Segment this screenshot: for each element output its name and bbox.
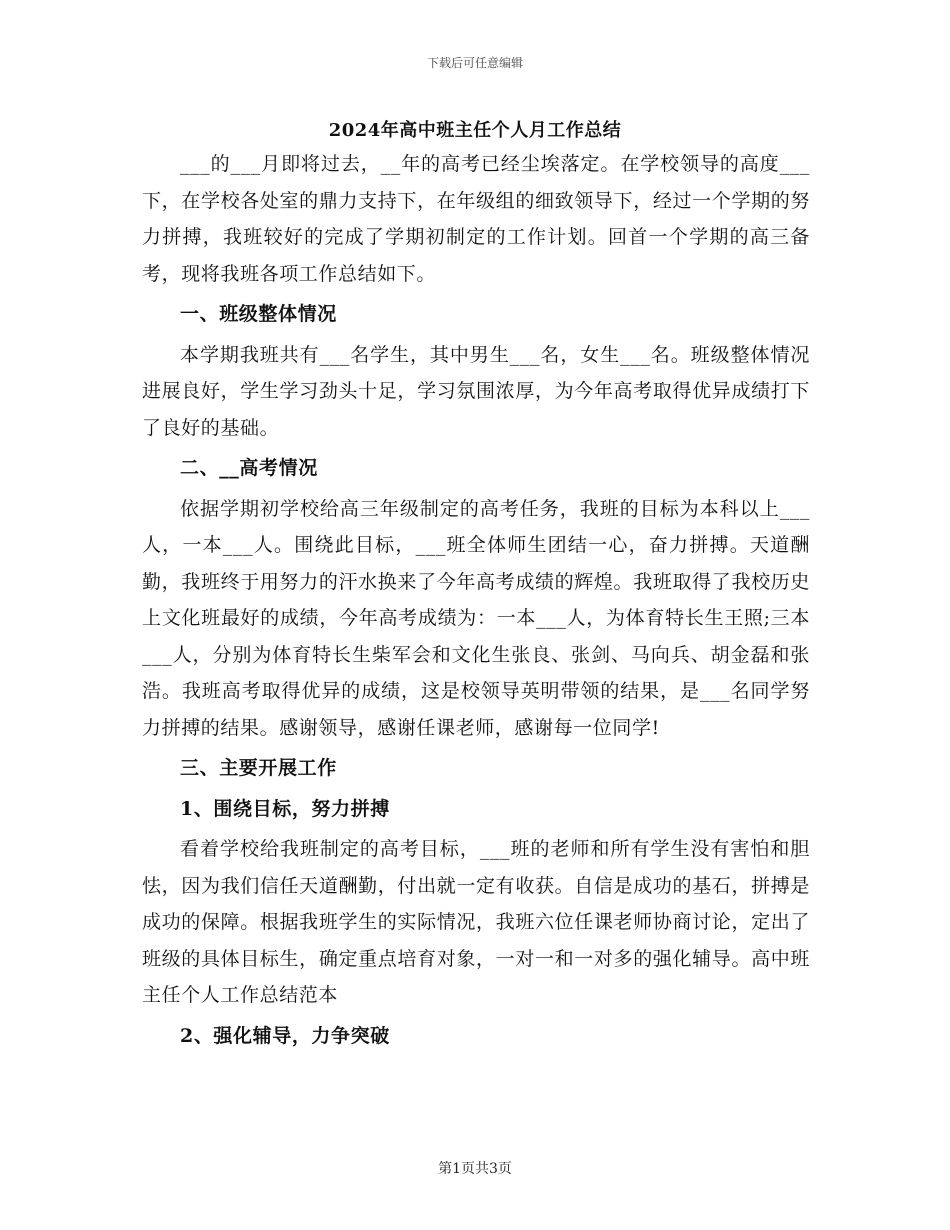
subsection-3-1-paragraph: 看着学校给我班制定的高考目标，___班的老师和所有学生没有害怕和胆怯，因为我们信任天道酬勤，付出就一定有收获。自信是成功的基石，拼搏是成功的保障。根据我班学生的实际情况，我班六位任课老师协商讨论，定出了班级的具体目标生，确定重点培育对象，一对一和一对多的强化辅导。高中班主任个人工作总结范本 bbox=[142, 838, 810, 1006]
subsection-heading-3-2: 2、强化辅导，力争突破 bbox=[180, 1024, 390, 1047]
document-body bbox=[142, 146, 810, 1054]
section-heading-1: 一、班级整体情况 bbox=[180, 303, 337, 325]
subsection-heading-3-1: 1、围绕目标，努力拼搏 bbox=[180, 797, 390, 820]
section-heading-2: 二、__高考情况 bbox=[180, 457, 318, 479]
document-title: 2024年高中班主任个人月工作总结 bbox=[328, 120, 622, 141]
header-note: 下载后可任意编辑 bbox=[426, 56, 523, 70]
intro-paragraph: ___的___月即将过去，__年的高考已经尘埃落定。在学校领导的高度___下，在学校各处室的鼎力支持下，在年级组的细致领导下，经过一个学期的努力拼搏，我班较好的完成了学期初制定的工作计划。回首一个学期的高三备考，现将我班各项工作总结如下。 bbox=[142, 153, 810, 285]
section-heading-3: 三、主要开展工作 bbox=[180, 757, 337, 779]
section-2-paragraph: 依据学期初学校给高三年级制定的高考任务，我班的目标为本科以上___人，一本___人。围绕此目标，___班全体师生团结一心，奋力拼搏。天道酬勤，我班终于用努力的汗水换来了今年高考成绩的辉煌。我班取得了我校历史上文化班最好的成绩，今年高考成绩为：一本___人，为体育特长生王照;三本___人，分别为体育特长生柴军会和文化生张良、张剑、马向兵、胡金磊和张浩。我班高考取得优异的成绩，这是校领导英明带领的结果，是___名同学努力拼搏的结果。感谢领导，感谢任课老师，感谢每一位同学! bbox=[142, 497, 810, 739]
section-1-paragraph: 本学期我班共有___名学生，其中男生___名，女生___名。班级整体情况进展良好，学生学习劲头十足，学习氛围浓厚，为今年高考取得优异成绩打下了良好的基础。 bbox=[142, 343, 810, 439]
page-footer: 第1页共3页 bbox=[438, 1161, 512, 1177]
